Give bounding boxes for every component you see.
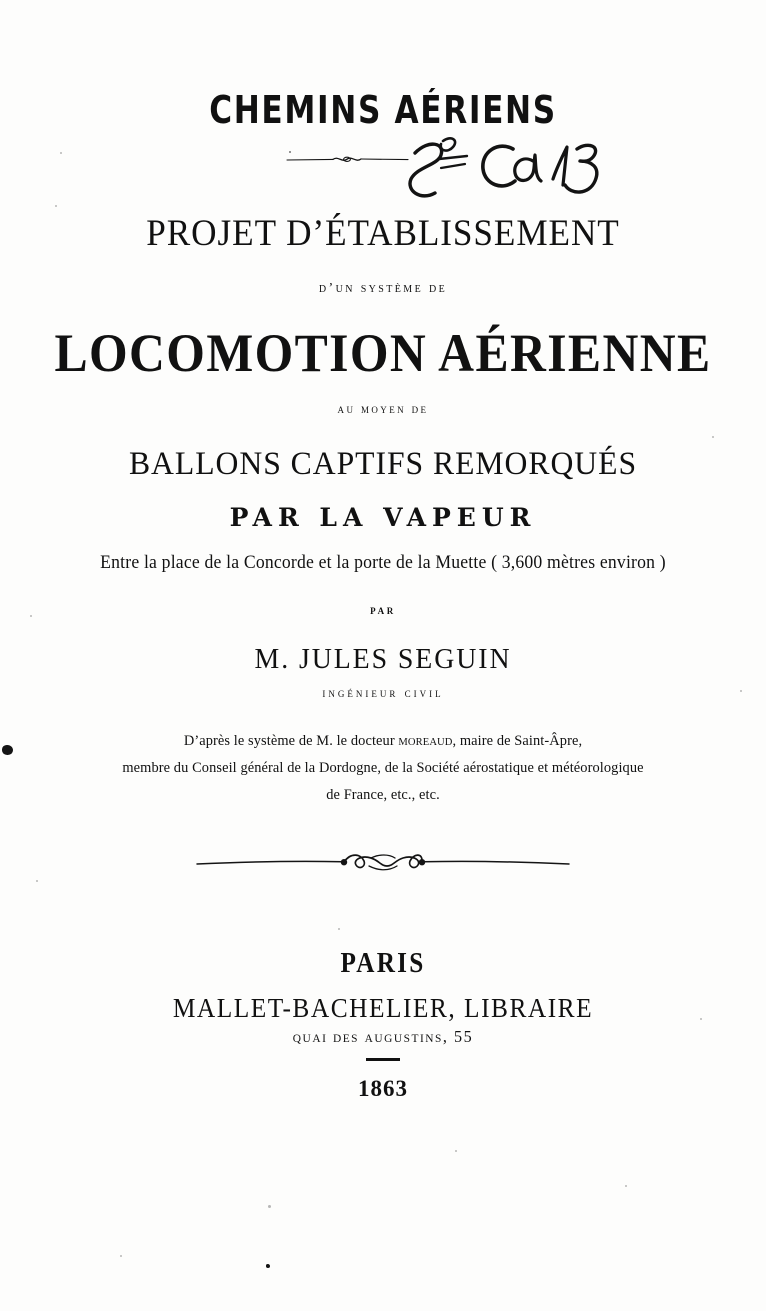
scan-speck [712,436,714,438]
attribution-line-3: de France, etc., etc. [326,787,440,803]
imprint-divider-rule [366,1058,400,1061]
small-ornament-rule [285,148,410,170]
attribution-line-2: membre du Conseil général de la Dordogne, de la Société aérostatique et météorologique [122,760,644,776]
scan-speck [455,1150,457,1152]
scan-speck [338,928,340,930]
system-subheading: d’un système de [318,281,448,296]
scan-speck [268,1205,271,1208]
doctor-name: moreaud [398,733,453,749]
author-name: M. JULES SEGUIN [254,643,512,675]
attribution-line-1-suffix: , maire de Saint-Âpre, [452,733,583,749]
scan-speck [625,1185,627,1187]
author-profession: ingénieur civil [322,685,444,700]
scan-speck [120,1255,122,1257]
imprint-year: 1863 [358,1076,408,1101]
scan-speck [55,205,57,207]
subject-heading: LOCOMOTION AÉRIENNE [54,323,712,383]
scan-speck [60,152,62,154]
edge-ink-blot [2,745,13,755]
power-heading: PAR LA VAPEUR [229,503,537,532]
handwritten-shelfmark [395,123,610,213]
author-by-label: par [370,602,396,617]
imprint-city: PARIS [340,948,426,979]
project-heading: PROJET D’ÉTABLISSEMENT [146,213,620,254]
imprint-publisher: MALLET-BACHELIER, LIBRAIRE [172,993,594,1023]
route-description: Entre la place de la Concorde et la porte de la Muette ( 3,600 mètres environ ) [100,552,666,573]
means-subheading: au moyen de [337,401,429,416]
scan-speck [36,880,38,882]
method-heading: BALLONS CAPTIFS REMORQUÉS [128,446,638,482]
imprint-address: quai des augustins, 55 [292,1027,474,1046]
attribution-line-1 [15,728,750,755]
attribution-line-1-prefix: D’après le système de M. le docteur [183,733,399,749]
attribution-block [15,728,750,809]
decorative-ornament [193,846,573,880]
page-title: CHEMINS AÉRIENS [209,88,557,132]
scan-speck [266,1264,270,1268]
